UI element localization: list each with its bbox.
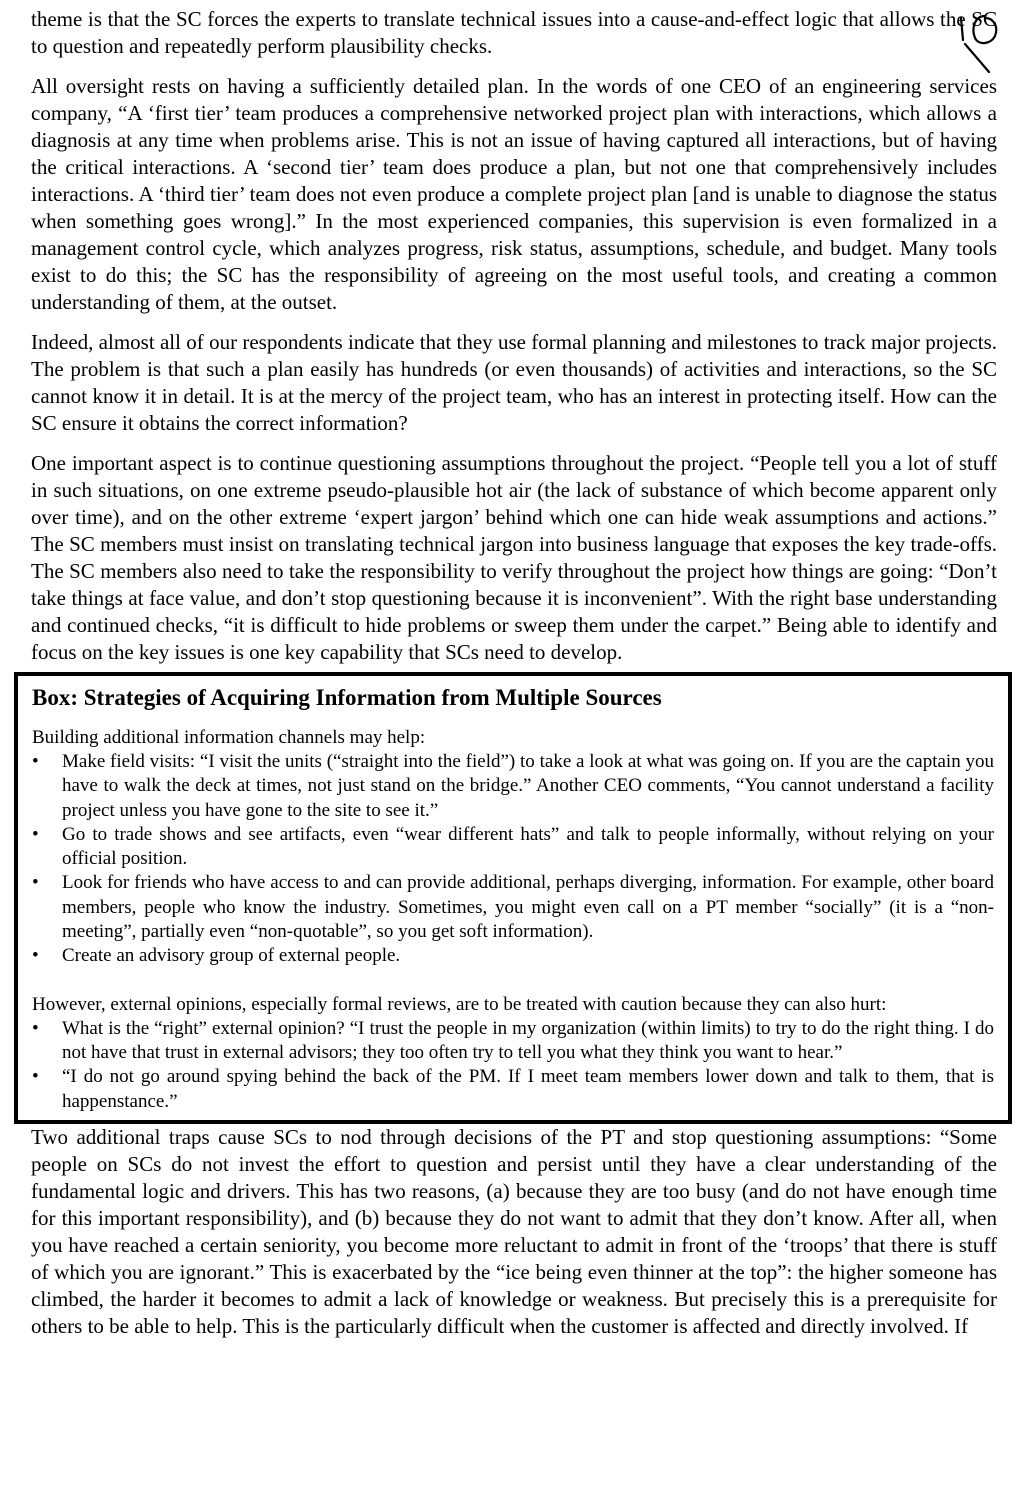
document-page <box>31 6 997 1353</box>
box-intro-caution: However, external opinions, especially formal reviews, are to be treated with caution because they can also hurt: <box>32 993 887 1015</box>
box-list-channels <box>32 750 994 969</box>
list-item-text: Look for friends who have access to and can provide additional, perhaps diverging, information. For example, other board members, people who know the industry. Sometimes, you might even call on a PT member “socially” (it is a “non-meeting”, partially even “non-quotable”, so you get soft information). <box>62 872 994 943</box>
list-item-text: Make field visits: “I visit the units (“straight into the field”) to take a look at what was going on. If you are the captain you have to walk the deck at times, not just stand on the bridge.” Another CEO comments, “You cannot understand a facility project unless you have gone to the site to see it.” <box>62 751 994 821</box>
list-item-text: What is the “right” external opinion? “I trust the people in my organization (within limits) to try to do the right thing. I do not have that trust in external advisors; they too often try to tell you what they think you want to hear.” <box>62 1017 994 1063</box>
list-item <box>32 823 994 872</box>
paragraph-oversight-plan: All oversight rests on having a sufficiently detailed plan. In the words of one CEO of an engineering services company, “A ‘first tier’ team produces a comprehensive networked project plan with interactions, which allows a diagnosis at any time when problems arise. This is not an issue of having captured all interactions, but of having the critical interactions. A ‘second tier’ team does produce a plan, but not one that comprehensively includes interactions. A ‘third tier’ team does not even produce a complete project plan [and is unable to diagnose the status when something goes wrong].” In the most experienced companies, this supervision is even formalized in a management control cycle, which analyzes progress, risk status, assumptions, schedule, and budget. Many tools exist to do this; the SC has the responsibility of agreeing on the most useful tools, and creating a common understanding of them, at the outset. <box>31 74 997 314</box>
box-title: Box: Strategies of Acquiring Information from Multiple Sources <box>32 685 662 710</box>
bullet-icon: • <box>32 751 39 772</box>
bullet-icon: • <box>32 872 39 894</box>
paragraph-theme: theme is that the SC forces the experts to translate technical issues into a cause-and-effect logic that allows the SC to question and repeatedly perform plausibility checks. <box>31 7 997 58</box>
list-item-text: “I do not go around spying behind the back of the PM. If I meet team members lower down and talk to them, that is happenstance.” <box>62 1066 994 1112</box>
list-item <box>32 1017 994 1066</box>
box-list-caution <box>32 1017 994 1114</box>
strategies-box <box>14 672 1012 1124</box>
list-item <box>32 944 994 968</box>
bullet-icon: • <box>32 823 39 845</box>
list-item <box>32 750 994 823</box>
paragraph-questioning-assumptions: One important aspect is to continue questioning assumptions throughout the project. “People tell you a lot of stuff in such situations, on one extreme pseudo-plausible hot air (the lack of substance of which become apparent only over time), and on the other extreme ‘expert jargon’ behind which one can hide weak assumptions and actions.” The SC members must insist on translating technical jargon into business language that exposes the key trade-offs. The SC members also need to take the responsibility to verify throughout the project how things are going: “Don’t take things at face value, and don’t stop questioning because it is inconvenient”. With the right base understanding and continued checks, “it is difficult to hide problems or sweep them under the carpet.” Being able to identify and focus on the key issues is one key capability that SCs need to develop. <box>31 451 997 664</box>
bullet-icon: • <box>32 1066 39 1088</box>
paragraph-formal-planning: Indeed, almost all of our respondents indicate that they use formal planning and milestones to track major projects. The problem is that such a plan easily has hundreds (or even thousands) of activities and interactions, so the SC cannot know it in detail. It is at the mercy of the project team, who has an interest in protecting itself. How can the SC ensure it obtains the correct information? <box>31 330 997 435</box>
bullet-icon: • <box>32 1017 39 1039</box>
list-item <box>32 871 994 944</box>
paragraph-two-traps: Two additional traps cause SCs to nod through decisions of the PT and stop questioning assumptions: “Some people on SCs do not invest the effort to question and persist until they have a clear understanding of the fundamental logic and drivers. This has two reasons, (a) because they are too busy (and do not have enough time for this important responsibility), and (b) because they do not want to admit that they don’t know. After all, when you have reached a certain seniority, you become more reluctant to admit in front of the ‘troops’ that there is stuff of which you are ignorant.” This is exacerbated by the “ice being even thinner at the top”: the higher someone has climbed, the harder it becomes to admit a lack of knowledge or weakness. But precisely this is a prerequisite for others to be able to help. This is the particularly difficult when the customer is affected and directly involved. If <box>31 1124 997 1338</box>
list-item-text: Create an advisory group of external people. <box>62 945 401 967</box>
box-intro-channels: Building additional information channels may help: <box>32 727 426 748</box>
list-item <box>32 1065 994 1114</box>
bullet-icon: • <box>32 945 39 967</box>
list-item-text: Go to trade shows and see artifacts, even “wear different hats” and talk to people informally, without relying on your official position. <box>62 823 994 870</box>
